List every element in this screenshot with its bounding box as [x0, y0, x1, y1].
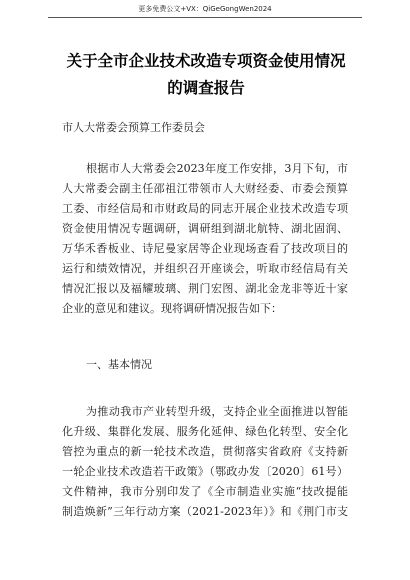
text-line: 制造焕新”三年行动方案（2021-2023年）》和《荆门市支: [62, 505, 348, 518]
text-line: 为推动我市产业转型升级，支持企业全面推进以智能: [86, 405, 348, 418]
text-line: 文件精神，我市分别印发了《全市制造业实施“技改提能: [62, 485, 348, 498]
text-line: 情况汇报以及福耀玻璃、荆门宏图、湖北金龙非等近十家: [62, 282, 348, 295]
text-line: 运行和绩效情况，并组织召开座谈会，听取市经信局有关: [62, 262, 348, 275]
text-line: 管控为重点的新一轮技术改造，贯彻落实省政府《支持新: [62, 445, 348, 458]
text-line: 化升级、集群化发展、服务化延伸、绿色化转型、安全化: [62, 425, 348, 438]
text-line: 资金使用情况专题调研，调研组到湖北航特、湖北固润、: [62, 222, 348, 235]
section-heading: 一、基本情况: [86, 358, 152, 371]
author-line: 市人大常委会预算工作委员会: [62, 121, 205, 134]
text-line: 人大常委会副主任邵祖江带领市人大财经委、市委会预算: [62, 182, 348, 195]
text-line: 工委、市经信局和市财政局的同志开展企业技术改造专项: [62, 202, 348, 215]
text-line: 一轮企业技术改造若干政策》（鄂政办发〔2020〕61号）: [62, 465, 348, 478]
promo-banner: 更多免费公文+VX：QiGeGongWen2024: [138, 5, 272, 13]
header-divider: [48, 17, 362, 18]
document-title: 关于全市企业技术改造专项资金使用情况的调查报告: [66, 52, 346, 97]
text-line: 企业的意见和建议。现将调研情况报告如下：: [62, 302, 282, 315]
text-line: 根据市人大常委会2023年度工作安排，3月下旬，市: [86, 162, 348, 175]
text-line: 万华禾香板业、诗尼曼家居等企业现场查看了技改项目的: [62, 242, 348, 255]
